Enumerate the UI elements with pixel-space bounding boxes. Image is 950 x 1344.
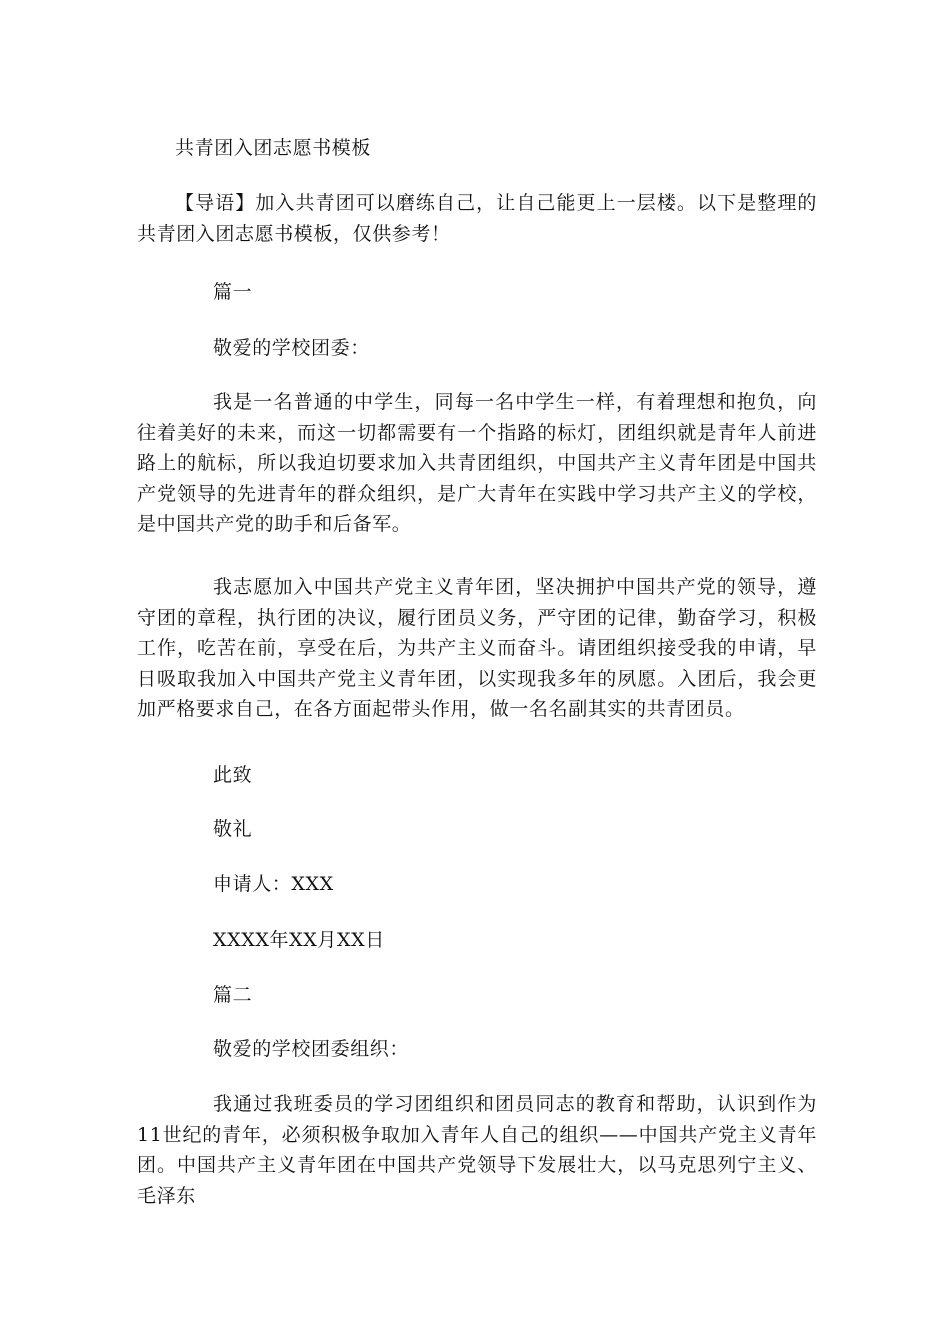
date-line: XXXX年XX月XX日 [213, 929, 385, 951]
section2-salutation: 敬爱的学校团委组织： [213, 1038, 410, 1060]
intro-paragraph: 【导语】加入共青团可以磨练自己，让自己能更上一层楼。以下是整理的共青团入团志愿书模板，仅供参考！ [137, 192, 817, 245]
section1-heading: 篇一 [213, 281, 253, 303]
section2-heading: 篇二 [213, 984, 253, 1006]
section1-paragraph-2: 我志愿加入中国共产党主义青年团，坚决拥护中国共产党的领导，遵守团的章程，执行团的决议，履行团员义务，严守团的记律，勤奋学习，积极工作，吃苦在前，享受在后，为共产主义而奋斗。请团组织接受我的申请，早日吸取我加入中国共产党主义青年团，以实现我多年的夙愿。入团后，我会更加严格要求自己，在各方面起带头作用，做一名名副其实的共青团员。 [137, 576, 817, 720]
applicant-line: 申请人：XXX [213, 873, 334, 895]
document-title: 共青团入团志愿书模板 [175, 137, 372, 159]
closing-line-2: 敬礼 [213, 818, 253, 840]
closing-line-1: 此致 [213, 764, 253, 786]
section1-salutation: 敬爱的学校团委： [213, 337, 370, 359]
section2-paragraph-1: 我通过我班委员的学习团组织和团员同志的教育和帮助，认识到作为11世纪的青年，必须积极争取加入青年人自己的组织——中国共产党主义青年团。中国共产主义青年团在中国共产党领导下发展壮大，以马克思列宁主义、毛泽东 [137, 1093, 817, 1207]
section1-paragraph-1: 我是一名普通的中学生，同每一名中学生一样，有着理想和抱负，向往着美好的未来，而这一切都需要有一个指路的标灯，团组织就是青年人前进路上的航标，所以我迫切要求加入共青团组织，中国共产主义青年团是中国共产党领导的先进青年的群众组织，是广大青年在实践中学习共产主义的学校，是中国共产党的助手和后备军。 [137, 391, 817, 535]
